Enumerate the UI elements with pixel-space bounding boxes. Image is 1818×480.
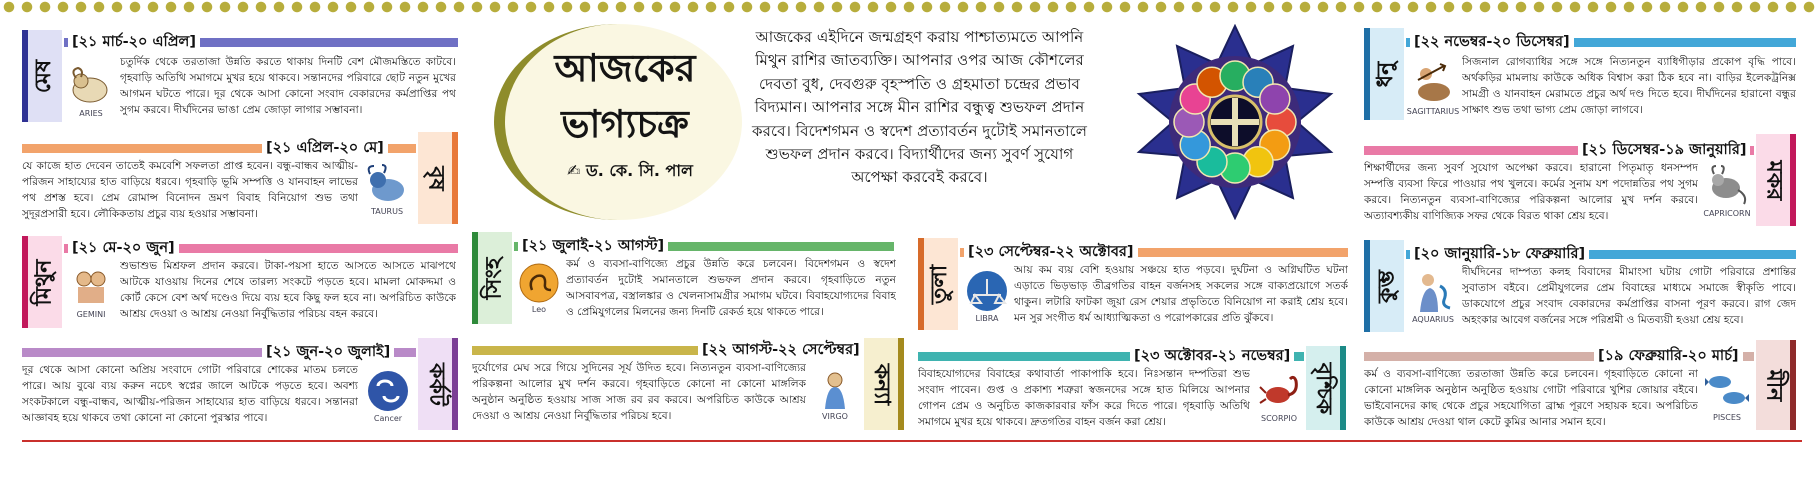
intro-paragraph: আজকের এইদিনে জন্মগ্রহণ করায় পাশ্চাত্যমতে আপনি মিথুন রাশির জাতব্যক্তি। আপনার ওপর আজ কৌশলের দেবতা বুধ, দেবগুরু বৃহস্পতি ও গ্রহমাতা চন্দ্রের প্রভাব বিদ্যমান। আপনার সঙ্গে মীন রাশির বন্ধুত্ব শুভফল প্রদান করবে। বিদেশগমন ও স্বদেশ প্রত্যাবর্তন দুটোই সমানতালে শুভফল প্রদান করবে। বিদ্যার্থীদের জন্য সুবর্ণ সুযোগ অপেক্ষা করবেই করবে।: [752, 28, 1088, 187]
forecast-text: দীর্ঘদিনের দাম্পত্য কলহ বিবাদের মীমাংসা ঘটায় গোটা পরিবারে প্রশান্তির সুবাতাস বইবে। প্রেমীযুগলের প্রেম বিবাহের মাধ্যমে সমাজে স্বীকৃতি পাবে। ডাকযোগে প্রচুর সংবাদ বেকারদের কর্মপ্রাপ্তির বাসনা পূরণ করবে। রাগ জেদ অহংকার আবেগ বর্জনের সঙ্গে পরিশ্রমী ও মিতব্যয়ী হওয়া শ্রেয় হবে।: [1462, 266, 1796, 326]
date-range: [১৯ ফেব্রুয়ারি-২০ মার্চ]: [1594, 347, 1743, 365]
date-range: [২১ এপ্রিল-২০ মে]: [262, 139, 388, 157]
taurus-icon: TAURUS: [360, 158, 414, 220]
libra-icon: LIBRA: [960, 266, 1014, 326]
side-stripe: [1790, 134, 1796, 226]
forecast-text: দূর থেকে আসা কোনো অপ্রিয় সংবাদে গোটা পরিবারে শোকের মাতম চলতে পারে। আয় বুঝে ব্যয় করুন নচেৎ স্বপ্নের জালে আটকে পড়তে হবে। অবশ্য সংকটকালে বন্ধু-বান্ধব, আত্মীয়-পরিজন সাহায্যের হাত বাড়িয়ে ধরবে। সন্তানরা আজ্ঞাবহ হয়ে থাকবে তথা কোনো না কোনো পুরস্কার পাবে।: [22, 364, 358, 424]
forecast-text: চতুর্দিক থেকে তরতাজা উন্নতি করতে থাকায় দিনটি বেশ মৌজমস্তিতে কাটবে। গৃহবাড়ি অতিথি সমাগমে মুখর হয়ে থাকবে। সন্তানদের পরিবারে ছোট নতুন মুখের আগমন ঘটতে পারে। দূর থেকে আসা কোনো সংবাদ বেকারদের কর্মপ্রাপ্তির পথ সুগম করবে। দীর্ঘদিনের ভাঙা প্রেম জোড়া লাগার সম্ভাবনা।: [120, 56, 456, 116]
side-stripe: [452, 132, 458, 224]
cancer-icon: Cancer: [362, 366, 414, 426]
zodiac-wheel-icon: [1135, 24, 1335, 220]
side-stripe: [452, 338, 458, 430]
side-stripe: [898, 338, 904, 430]
date-range: [২১ জুলাই-২১ আগস্ট]: [518, 237, 668, 255]
dotted-border: [0, 0, 1818, 14]
leo-icon: Leo: [514, 258, 564, 318]
date-range: [২১ মে-২০ জুন]: [68, 239, 179, 257]
date-range: [২০ জানুয়ারি-১৮ ফেব্রুয়ারি]: [1410, 245, 1589, 263]
capricorn-icon: CAPRICORN: [1700, 160, 1754, 222]
sign-name-tab: তুলা: [924, 238, 958, 330]
sign-name-tab: মেষ: [28, 30, 62, 122]
forecast-text: আয় কম ব্যয় বেশি হওয়ায় সঞ্চয়ে হাত পড়বে। দুর্ঘটনা ও অগ্নিঘটিত ঘটনা এড়াতে ভিড়ভাড় তীব্রগতির বাহন বর্জনসহ সকলের সঙ্গে বাক্যপ্রয়োগে সতর্ক থাকুন। লটারি ফাটকা জুয়া রেস শেয়ার প্রভৃতিতে বিনিয়োগ না করাই শ্রেয় হবে। মন সুর সংগীত ধর্ম আধ্যাত্মিকতা ও পরোপকারের প্রতি ঝুঁকবে।: [1014, 264, 1348, 324]
gemini-icon: GEMINI: [64, 262, 118, 322]
aries-icon: ARIES: [64, 62, 118, 120]
sign-name-tab: বৃষ: [418, 132, 452, 224]
date-range: [২২ নভেম্বর-২০ ডিসেম্বর]: [1410, 33, 1574, 51]
sign-name-tab: কর্কট: [418, 338, 452, 430]
forecast-text: যে কাজে হাত দেবেন তাতেই কমবেশি সফলতা প্রাপ্ত হবেন। বন্ধু-বান্ধব আত্মীয়-পরিজন সাহায্যের হাত বাড়িয়ে ধরবে। গৃহবাড়ি ভূমি সম্পত্তি ও যানবাহন লাভের পথ প্রশস্ত হবে। প্রেম রোমান্স বিনোদন ভ্রমণ বিবাহ বিনিয়োগ শুভ তথা সুদূরপ্রসারী হবে। লৌকিকতায় প্রচুর ব্যয় হওয়ার সম্ভাবনা।: [22, 160, 358, 220]
forecast-text: শিক্ষার্থীদের জন্য সুবর্ণ সুযোগ অপেক্ষা করবে। হারানো পিতৃমাতৃ ধনসম্পদ সম্পত্তি ব্যবসা ফিরে পাওয়ার পথ খুলবে। কর্মের সুনাম যশ পদোন্নতির পথ সুগম করবে। নিত্যনতুন ব্যবসা-বাণিজ্যের পরিকল্পনা আলোর মুখ দর্শন করবে। অত্যাবশ্যকীয় বাণিজ্যিক সফর থেকে বিরত থাকা শ্রেয় হবে।: [1364, 162, 1698, 222]
side-stripe: [1790, 340, 1796, 430]
sign-name-tab: সিংহ: [478, 232, 512, 324]
date-range: [২৩ অক্টোবর-২১ নভেম্বর]: [1130, 347, 1294, 365]
sign-name-tab: বৃশ্চিক: [1306, 346, 1340, 430]
pisces-icon: PISCES: [1700, 364, 1754, 426]
bottom-rule: [22, 440, 1802, 442]
date-range: [২১ ডিসেম্বর-১৯ জানুয়ারি]: [1578, 141, 1750, 159]
sign-name-tab: কুম্ভ: [1370, 240, 1404, 332]
sign-name-tab: মীন: [1756, 340, 1790, 430]
virgo-icon: VIRGO: [808, 364, 862, 424]
aquarius-icon: AQUARIUS: [1406, 266, 1460, 328]
sagittarius-icon: SAGITTARIUS: [1406, 58, 1460, 120]
forecast-text: দুর্যোগের মেঘ সরে গিয়ে সুদিনের সূর্য উদিত হবে। নিত্যনতুন ব্যবসা-বাণিজ্যের পরিকল্পনা আলোর মুখ দর্শন করবে। গৃহবাড়িতে কোনো না কোনো মাঙ্গলিক অনুষ্ঠান অনুষ্ঠিত হওয়ায় সাজ সাজ রব রব করবে। অপরিচিত কাউকে আশ্রয় দেওয়া ও আশ্রয় নেওয়া নির্বুদ্ধিতার পরিচয় হবে।: [472, 362, 806, 422]
scorpio-icon: SCORPIO: [1252, 366, 1306, 426]
forecast-text: কর্ম ও ব্যবসা-বাণিজ্যে তরতাজা উন্নতি করে চলবেন। গৃহবাড়িতে কোনো না কোনো মাঙ্গলিক অনুষ্ঠান অনুষ্ঠিত হওয়ায় গোটা পরিবারে খুশির জোয়ার বইবে। ভাইবোনদের কাছ থেকে প্রচুর সহযোগিতা ব্রাহ্ম পূরণে সহায়ক হবে। অপরিচিত কাউকে আশ্রয় দেওয়া থাল কেটে কুমির আনার সমান হবে।: [1364, 368, 1698, 428]
forecast-text: শুভাশুভ মিশ্রফল প্রদান করবে। টাকা-পয়সা হাতে আসতে আসতে মাঝপথে আটকে যাওয়ায় দিনের শেষে তারল্য সংকটে পড়তে হবে। মামলা মোকদ্দমা ও কোর্ট কেসে বেশ অর্থ দণ্ডেও দিয়ে ব্যয় হবে কিছু ফল হবে না। অপরিচিত কাউকে আশ্রয় দেওয়া ও আশ্রয় নেওয়া নির্বুদ্ধিতার পরিচয় বহন করবে।: [120, 260, 456, 320]
forecast-text: কর্ম ও ব্যবসা-বাণিজ্যে প্রচুর উন্নতি করে চলবেন। বিদেশগমন ও স্বদেশ প্রত্যাবর্তন দুটোই সমানতালে শুভফল প্রদান করবে। গৃহবাড়িতে নতুন আসবাবপত্র, বস্ত্রালঙ্কার ও খেলনাসামগ্রীর সমাগম ঘটবে। বিবাহযোগ্যদের বিবাহ ও প্রেমিযুগলের মিলনের জন্য দিনটি রেকর্ড হয়ে থাকতে পারে।: [566, 258, 896, 318]
zodiac-disc: [1260, 84, 1290, 114]
sign-name-tab: ধনু: [1370, 28, 1404, 120]
forecast-text: সিজনাল রোগব্যাধির সঙ্গে সঙ্গে নিত্যনতুন ব্যাধিগীড়ার প্রকোপ বৃদ্ধি পাবে। অর্থকড়ির মামলায় কাউকে অধিক বিশ্বাস করা ঠিক হবে না। বাড়ির ইলেকট্রনিক্স সামগ্রী ও যানবাহন মেরামতে প্রচুর অর্থ দণ্ড দিতে হবে। দীর্ঘদিনের হারানো বন্ধুর সাক্ষাৎ শুভ তথা ভাগ্য প্রেম জোড়া লাগবে।: [1462, 56, 1796, 116]
forecast-text: বিবাহযোগ্যদের বিবাহের কথাবার্তা পাকাপাকি হবে। নিঃসন্তান দম্পতিরা শুভ সংবাদ পাবেন। গুপ্ত ও প্রকাশ্য শত্রুরা স্বজনদের সঙ্গে হাত মিলিয়ে আপনার গোপন প্রেম ও অনুচিত কাজকারবার ফাঁস করে দিতে পারে। গৃহবাড়ি অতিথি সমাগমে মুখর হয়ে থাকবে। দ্রুতগতির বাহন বর্জন করা শ্রেয়।: [918, 368, 1250, 428]
date-range: [২১ মার্চ-২০ এপ্রিল]: [68, 33, 200, 51]
sign-name-tab: কন্যা: [864, 338, 898, 430]
date-range: [২৩ সেপ্টেম্বর-২২ অক্টোবর]: [964, 243, 1138, 261]
sign-name-tab: মিথুন: [28, 236, 62, 328]
date-range: [২২ আগস্ট-২২ সেপ্টেম্বর]: [698, 341, 864, 359]
author-byline: ✍ ড. কে. সি. পাল: [567, 161, 693, 180]
sign-name-tab: মকর: [1756, 134, 1790, 226]
page-title: আজকের ভাগ্যচক্র: [554, 46, 696, 146]
side-stripe: [1340, 346, 1346, 430]
date-range: [২১ জুন-২০ জুলাই]: [262, 343, 394, 361]
